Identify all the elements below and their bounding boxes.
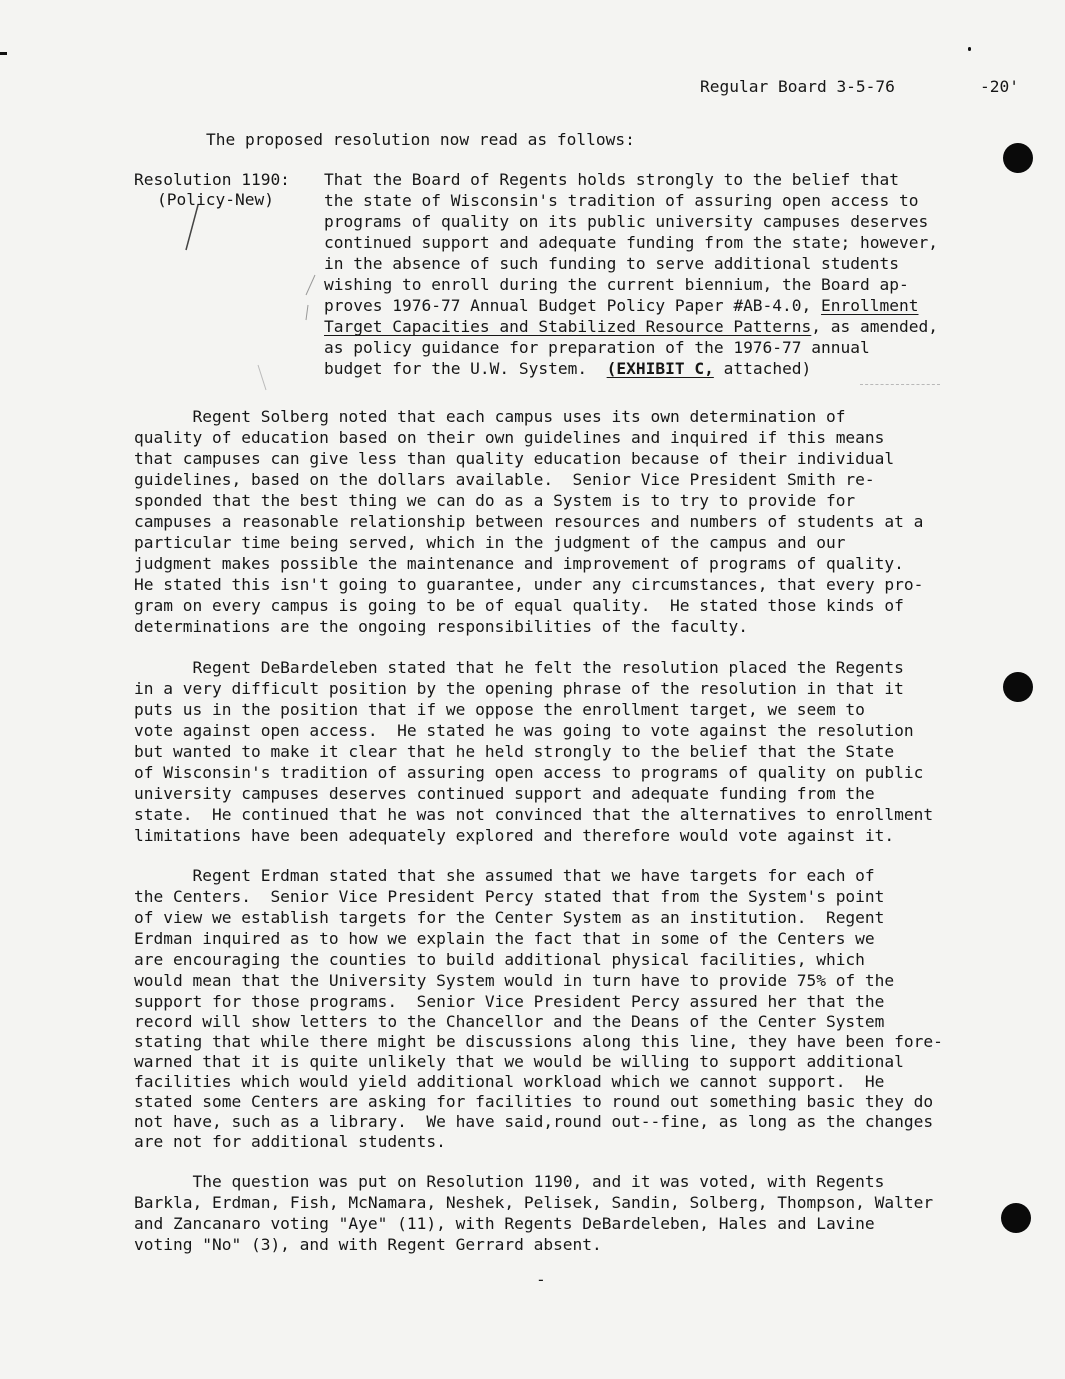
paragraph-line: determinations are the ongoing responsibilities of the faculty. — [134, 617, 748, 636]
paragraph-line: are encouraging the counties to build additional physical facilities, which — [134, 950, 865, 969]
resolution-line: programs of quality on its public university campuses deserves — [324, 212, 929, 231]
paragraph-line: are not for additional students. — [134, 1132, 446, 1151]
paragraph-line: particular time being served, which in the judgment of the campus and our — [134, 533, 846, 552]
paragraph-line: limitations have been adequately explored and therefore would vote against it. — [134, 826, 895, 845]
paragraph-line: warned that it is quite unlikely that we would be willing to support additional — [134, 1052, 904, 1071]
resolution-line-text: proves 1976-77 Annual Budget Policy Paper #AB-4.0, — [324, 296, 822, 315]
paragraph-line: of Wisconsin's tradition of assuring open access to programs of quality on public — [134, 763, 924, 782]
paragraph-line: support for those programs. Senior Vice President Percy assured her that the — [134, 992, 885, 1011]
paragraph-line: judgment makes possible the maintenance and improvement of programs of quality. — [134, 554, 904, 573]
paragraph-line: vote against open access. He stated he was going to vote against the resolution — [134, 721, 914, 740]
paragraph-line: state. He continued that he was not convinced that the alternatives to enrollment — [134, 805, 934, 824]
paragraph-line: guidelines, based on the dollars available. Senior Vice President Smith re- — [134, 470, 875, 489]
resolution-line: in the absence of such funding to serve additional students — [324, 254, 899, 273]
paragraph-line: that campuses can give less than quality education because of their individual — [134, 449, 895, 468]
paragraph-line: but wanted to make it clear that he held strongly to the belief that the State — [134, 742, 895, 761]
paragraph-line: The question was put on Resolution 1190, and it was voted, with Regents — [134, 1172, 885, 1191]
punch-hole — [1003, 672, 1033, 702]
resolution-line-text: budget for the U.W. System. — [324, 359, 607, 378]
resolution-line-text: , as amended, — [811, 317, 938, 336]
resolution-line-text: attached) — [713, 359, 812, 378]
faint-rule — [860, 384, 940, 385]
paragraph-line: campuses a reasonable relationship between resources and numbers of students at a — [134, 512, 924, 531]
paragraph-line: would mean that the University System would in turn have to provide 75% of the — [134, 971, 895, 990]
paragraph-line: Erdman inquired as to how we explain the fact that in some of the Centers we — [134, 929, 875, 948]
paragraph-line: puts us in the position that if we oppose the enrollment target, we seem to — [134, 700, 865, 719]
paragraph-line: stated some Centers are asking for facilities to round out something basic they do — [134, 1092, 934, 1111]
scan-edge-mark — [0, 52, 7, 55]
resolution-line: wishing to enroll during the current biennium, the Board ap- — [324, 275, 909, 294]
paragraph-line: voting "No" (3), and with Regent Gerrard absent. — [134, 1235, 602, 1254]
intro-line: The proposed resolution now read as follows: — [206, 130, 635, 149]
paragraph-line: He stated this isn't going to guarantee, under any circumstances, that every pro- — [134, 575, 924, 594]
paragraph-line: the Centers. Senior Vice President Percy stated that from the System's point — [134, 887, 885, 906]
resolution-sublabel: (Policy-New) — [157, 190, 274, 209]
resolution-line: That the Board of Regents holds strongly to the belief that — [324, 170, 899, 189]
paragraph-line: gram on every campus is going to be of equal quality. He stated those kinds of — [134, 596, 904, 615]
resolution-line — [324, 317, 938, 337]
paragraph-line: Regent Solberg noted that each campus uses its own determination of — [134, 407, 846, 426]
resolution-line: continued support and adequate funding from the state; however, — [324, 233, 938, 252]
punch-hole — [1001, 1203, 1031, 1233]
paragraph-line: of view we establish targets for the Center System as an institution. Regent — [134, 908, 885, 927]
paragraph-line: record will show letters to the Chancellor and the Deans of the Center System — [134, 1012, 885, 1031]
paragraph-line: university campuses deserves continued support and adequate funding from the — [134, 784, 875, 803]
paragraph-line: quality of education based on their own guidelines and inquired if this means — [134, 428, 885, 447]
page-number: -20' — [980, 77, 1019, 96]
policy-paper-title: Enrollment — [821, 296, 919, 315]
page-header-title: Regular Board 3-5-76 — [700, 77, 895, 96]
punch-hole — [1003, 143, 1033, 173]
scan-speck — [968, 47, 971, 51]
paragraph-line: Regent DeBardeleben stated that he felt the resolution placed the Regents — [134, 658, 904, 677]
paragraph-line: Regent Erdman stated that she assumed that we have targets for each of — [134, 866, 875, 885]
resolution-line — [324, 296, 919, 316]
resolution-line: as policy guidance for preparation of the 1976-77 annual — [324, 338, 870, 357]
pencil-marks — [170, 195, 330, 395]
resolution-line: the state of Wisconsin's tradition of assuring open access to — [324, 191, 919, 210]
paragraph-line: in a very difficult position by the opening phrase of the resolution in that it — [134, 679, 904, 698]
paragraph-line: facilities which would yield additional workload which we cannot support. He — [134, 1072, 885, 1091]
exhibit-reference: (EXHIBIT C, — [606, 359, 714, 378]
resolution-label: Resolution 1190: — [134, 170, 290, 189]
paragraph-line: Barkla, Erdman, Fish, McNamara, Neshek, Pelisek, Sandin, Solberg, Thompson, Walter — [134, 1193, 934, 1212]
footer-mark: - — [536, 1270, 546, 1289]
paragraph-line: not have, such as a library. We have said,round out--fine, as long as the changes — [134, 1112, 934, 1131]
paragraph-line: stating that while there might be discussions along this line, they have been fore- — [134, 1032, 943, 1051]
paragraph-line: sponded that the best thing we can do as a System is to try to provide for — [134, 491, 856, 510]
resolution-line — [324, 359, 811, 379]
paragraph-line: and Zancanaro voting "Aye" (11), with Regents DeBardeleben, Hales and Lavine — [134, 1214, 875, 1233]
policy-paper-title-cont: Target Capacities and Stabilized Resource Patterns — [324, 317, 812, 336]
